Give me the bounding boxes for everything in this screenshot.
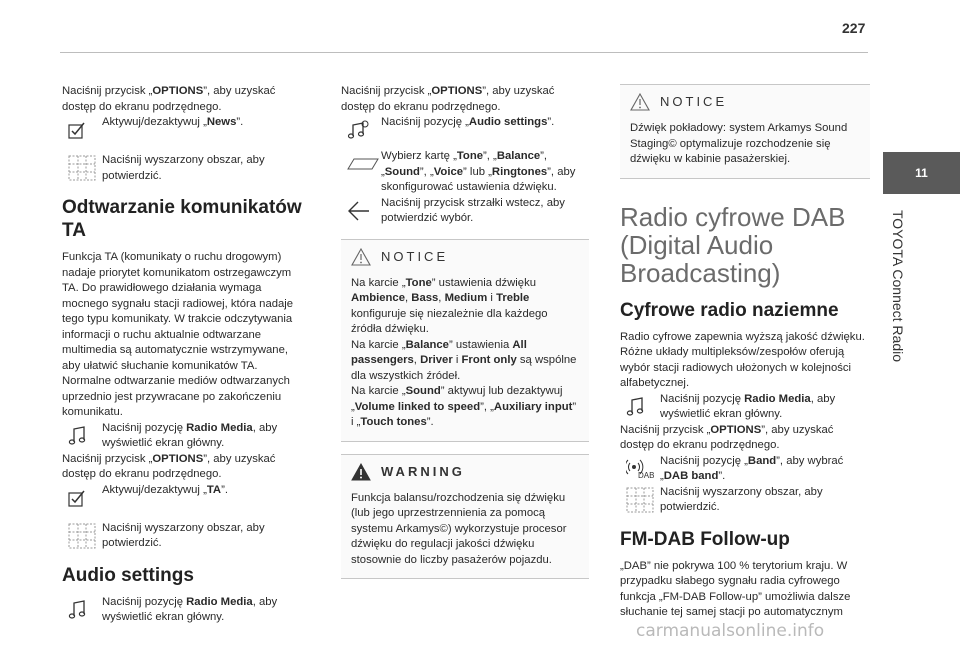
music-note-icon <box>68 426 86 446</box>
bold-term: Band <box>747 454 777 467</box>
grey-area-icon <box>68 523 96 549</box>
bold-term: OPTIONS <box>152 85 204 97</box>
notice-line-3: Na karcie „Sound” aktywuj lub dezaktywuj „Volume linked to speed”, „Auxiliary input” i „Touch tones”. <box>351 385 577 428</box>
notice-triangle-icon <box>351 248 371 266</box>
bold-term: Audio settings <box>468 116 548 128</box>
ta-body: Funkcja TA (komunikaty o ruchu drogowym) nadaje priorytet komunikatom ostrzegawczym TA. Do prawidłowego działania wymaga mocnego sygnału stacji radiowej, która nadaje tego typu komunikaty. W trakcie odczytywania informacji o ruchu aktualnie odtwarzane multimedia są automatycznie wstrzymywane, aby ułatwić słuchanie komunikatów TA. Normalne odtwarzanie mediów odtwarzanych uprzednio jest przywracane po zakończeniu komunikatu. <box>62 251 294 418</box>
checkbox-icon <box>68 121 86 139</box>
dab-icon <box>626 458 656 480</box>
page-number: 227 <box>842 20 866 36</box>
top-divider <box>60 52 868 53</box>
warning-label: WARNING <box>381 463 465 479</box>
bold-term: Front only <box>461 354 517 366</box>
step-ta: Aktywuj/dezaktywuj „TA”. <box>62 483 308 513</box>
bold-term: All passengers <box>351 338 527 366</box>
chapter-title <box>888 210 908 400</box>
bold-term: Ambience <box>351 292 405 304</box>
heading-ta: Odtwarzanie komunikatów TA <box>62 197 302 241</box>
heading-terrestrial: Cyfrowe radio naziemne <box>620 299 839 321</box>
music-note-icon <box>68 600 86 620</box>
options-paragraph: Naciśnij przycisk „OPTIONS”, aby uzyskać dostęp do ekranu podrzędnego. <box>62 85 276 113</box>
step-audio-settings: Naciśnij pozycję „Audio settings”. <box>341 115 589 145</box>
svg-text:DAB: DAB <box>638 470 655 480</box>
bold-term: Radio Media <box>186 595 253 608</box>
options-paragraph: Naciśnij przycisk „OPTIONS”, aby uzyskać dostęp do ekranu podrzędnego. <box>341 85 555 113</box>
bold-term: Balance <box>496 150 541 162</box>
heading-dab: Radio cyfrowe DAB (Digital Audio Broadcasting) <box>620 201 846 288</box>
bold-term: Ringtones <box>491 165 548 178</box>
notice-label: NOTICE <box>381 248 449 264</box>
bold-term: DAB band <box>663 470 719 482</box>
bold-term: Radio Media <box>186 421 253 434</box>
step-confirm: Naciśnij wyszarzony obszar, aby potwierdzić. <box>620 485 870 516</box>
column-2 <box>341 84 589 579</box>
bold-term: Tone <box>456 150 484 162</box>
column-1 <box>62 84 308 626</box>
music-note-icon <box>626 397 644 417</box>
bold-term: OPTIONS <box>152 452 204 465</box>
step-confirm-1: Naciśnij wyszarzony obszar, aby potwierdzić. <box>62 153 308 184</box>
step-confirm-2: Naciśnij wyszarzony obszar, aby potwierdzić. <box>62 521 308 552</box>
fm-body: „DAB” nie pokrywa 100 % terytorium kraju. W przypadku słabego sygnału radia cyfrowego funkcja „FM-DAB Follow-up” umożliwia dalsze słuchanie tej samej stacji po automatycznym <box>620 559 851 618</box>
warning-box <box>341 454 589 580</box>
back-arrow-icon <box>347 200 371 222</box>
bold-term: Volume linked to speed <box>354 400 481 413</box>
step-radio-media-1: Naciśnij pozycję Radio Media, aby wyświetlić ekran główny. <box>62 421 308 452</box>
bold-term: TA <box>206 483 222 496</box>
bold-term: Driver <box>420 354 453 366</box>
bold-term: Sound <box>405 385 441 397</box>
tab-select-icon <box>347 157 379 171</box>
bold-term: OPTIONS <box>710 423 762 436</box>
watermark: carmanualsonline.info <box>636 621 825 641</box>
notice-box <box>620 84 870 179</box>
audio-settings-icon <box>347 119 369 141</box>
bold-term: Bass <box>411 292 439 304</box>
options-paragraph: Naciśnij przycisk „OPTIONS”, aby uzyskać dostęp do ekranu podrzędnego. <box>620 423 834 451</box>
bold-term: Voice <box>433 165 464 178</box>
column-3 <box>620 84 870 621</box>
chapter-title-text: TOYOTA Connect Radio <box>890 210 906 362</box>
bold-term: Sound <box>384 165 420 178</box>
notice-label: NOTICE <box>660 94 728 110</box>
bold-term: Treble <box>496 292 530 304</box>
bold-term: OPTIONS <box>431 85 483 97</box>
bold-term: Tone <box>405 276 432 289</box>
heading-fm-dab: FM-DAB Follow-up <box>620 528 790 550</box>
step-select-tab: Wybierz kartę „Tone”, „Balance”, „Sound”, „Voice” lub „Ringtones”, aby skonfigurować ustawienia dźwięku. <box>341 149 589 196</box>
notice-triangle-icon <box>630 93 650 111</box>
notice-body: Dźwięk pokładowy: system Arkamys Sound Staging© optymalizuje rozchodzenie się dźwięku w kabinie pasażerskiej. <box>630 122 848 165</box>
warning-triangle-icon <box>351 463 371 481</box>
step-news: Aktywuj/dezaktywuj „News”. <box>62 115 308 145</box>
grey-area-icon <box>626 487 654 513</box>
step-band: DAB Naciśnij pozycję „Band”, aby wybrać „DAB band”. <box>620 454 870 485</box>
step-radio-media: Naciśnij pozycję Radio Media, aby wyświetlić ekran główny. <box>620 392 870 423</box>
notice-box <box>341 239 589 442</box>
step-radio-media-2: Naciśnij pozycję Radio Media, aby wyświetlić ekran główny. <box>62 595 308 626</box>
chapter-tab[interactable]: 11 <box>883 152 960 194</box>
terrestrial-body: Radio cyfrowe zapewnia wyższą jakość dźwięku. Różne układy multipleksów/zespołów oferują wybór stacji radiowych ułożonych w kolejności alfabetycznej. <box>620 330 865 389</box>
checkbox-icon <box>68 489 86 507</box>
grey-area-icon <box>68 155 96 181</box>
step-back: Naciśnij przycisk strzałki wstecz, aby potwierdzić wybór. <box>341 196 589 227</box>
warning-body: Funkcja balansu/rozchodzenia się dźwięku (lub jego uprzestrzennienia za pomocą systemu Arkamys©) wykorzystuje procesor dźwięku do regulacji jakości dźwięku stosownie do liczby pasażerów pojazdu. <box>351 491 567 566</box>
bold-term: News <box>206 116 237 128</box>
bold-term: Medium <box>444 292 488 304</box>
heading-audio-settings: Audio settings <box>62 564 194 586</box>
bold-term: Balance <box>405 338 449 351</box>
bold-term: Radio Media <box>744 392 811 405</box>
bold-term: Touch tones <box>360 416 427 428</box>
notice-line-1: Na karcie „Tone” ustawienia dźwięku Ambience, Bass, Medium i Treble konfiguruje się niezależnie dla każdego źródła dźwięku. <box>351 276 548 335</box>
options-paragraph-2: Naciśnij przycisk „OPTIONS”, aby uzyskać dostęp do ekranu podrzędnego. <box>62 452 276 480</box>
notice-line-2: Na karcie „Balance” ustawienia All passengers, Driver i Front only są wspólne dla wszystkich źródeł. <box>351 338 577 382</box>
bold-term: Auxiliary input <box>493 400 573 413</box>
